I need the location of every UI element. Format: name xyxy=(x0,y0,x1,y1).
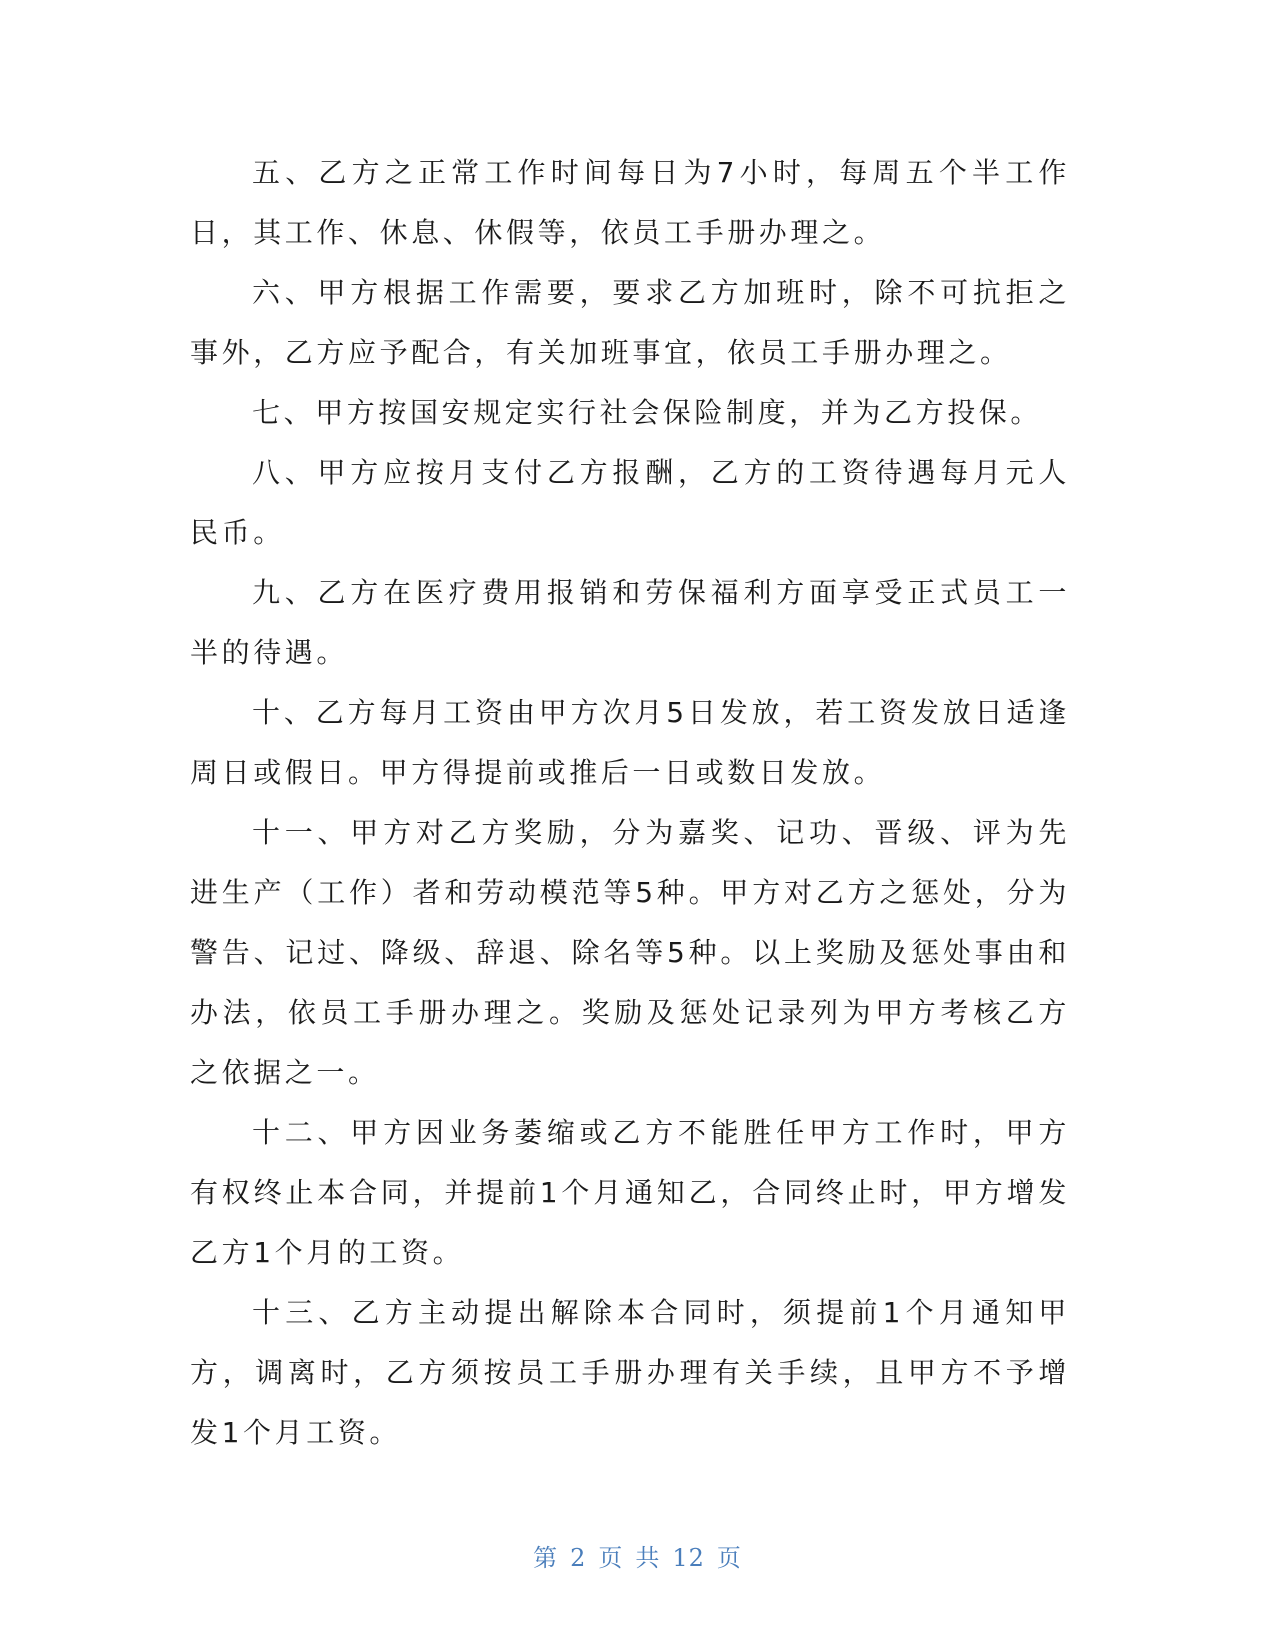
document-body xyxy=(190,143,1070,1463)
page-number-footer xyxy=(0,1538,1275,1573)
clause-9: 九、乙方在医疗费用报销和劳保福利方面享受正式员工一半的待遇。 xyxy=(190,576,1070,669)
clause-6: 六、甲方根据工作需要，要求乙方加班时，除不可抗拒之事外，乙方应予配合，有关加班事宜，依员工手册办理之。 xyxy=(190,276,1070,369)
page-label-prefix: 第 xyxy=(533,1544,559,1572)
clause-13: 十三、乙方主动提出解除本合同时，须提前1个月通知甲方，调离时，乙方须按员工手册办理有关手续，且甲方不予增发1个月工资。 xyxy=(190,1296,1070,1449)
clause-7: 七、甲方按国安规定实行社会保险制度，并为乙方投保。 xyxy=(252,396,1043,429)
total-label: 共 xyxy=(635,1544,661,1572)
clause-12: 十二、甲方因业务萎缩或乙方不能胜任甲方工作时，甲方有权终止本合同，并提前1个月通知乙，合同终止时，甲方增发乙方1个月的工资。 xyxy=(190,1116,1070,1269)
page-label-suffix: 页 xyxy=(716,1544,742,1572)
current-page-number: 2 xyxy=(570,1544,587,1572)
clause-10: 十、乙方每月工资由甲方次月5日发放，若工资发放日适逢周日或假日。甲方得提前或推后一日或数日发放。 xyxy=(190,696,1070,789)
clause-5: 五、乙方之正常工作时间每日为7小时，每周五个半工作日，其工作、休息、休假等，依员工手册办理之。 xyxy=(190,156,1070,249)
total-pages-number: 12 xyxy=(672,1544,705,1572)
clause-8: 八、甲方应按月支付乙方报酬，乙方的工资待遇每月元人民币。 xyxy=(190,456,1070,549)
clause-11: 十一、甲方对乙方奖励，分为嘉奖、记功、晋级、评为先进生产（工作）者和劳动模范等5种。甲方对乙方之惩处，分为警告、记过、降级、辞退、除名等5种。以上奖励及惩处事由和办法，依员工手册办理之。奖励及惩处记录列为甲方考核乙方之依据之一。 xyxy=(190,816,1070,1089)
page-label-mid: 页 xyxy=(598,1544,624,1572)
